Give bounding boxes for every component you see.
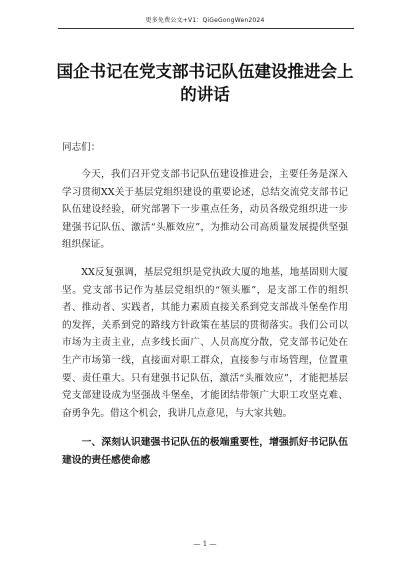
- paragraph-intro: 今天，我们召开党支部书记队伍建设推进会，主要任务是深入学习贯彻XX关于基层党组织建设的重要论述，总结交流党支部书记队伍建设经验，研究部署下一步重点任务，动员各级党组织进一步建强书记队伍、激活“头雁效应”，为推动公司高质量发展提供坚强组织保证。: [62, 169, 348, 251]
- paragraph-importance: XX反复强调，基层党组织是党执政大厦的地基，地基固则大厦坚。党支部书记作为基层党组织的“领头雁”，是支部工作的组织者、推动者、实践者，其能力素质直接关系到党支部战斗堡垒作用的发挥，关系到党的路线方针政策在基层的贯彻落实。我们公司以市场为主责主业，点多线长面广、人员高度分散，党支部书记处在生产市场第一线，直接面对职工群众，直接参与市场管理，位置重要、责任重大。只有建强书记队伍，激活“头雁效应”，才能把基层党支部建设成为坚强战斗堡垒，才能团结带领广大职工攻坚克难、奋勇争先。借这个机会，我讲几点意见，与大家共勉。: [62, 267, 348, 419]
- page-number: — 1 —: [193, 540, 217, 548]
- header-divider: [58, 28, 354, 29]
- section-heading-1: 一、深刻认识建强书记队伍的极端重要性，增强抓好书记队伍建设的责任感使命感: [62, 437, 348, 466]
- header-note: 更多免费公文+V1：QiGeGongWen2024: [145, 17, 265, 24]
- document-title: 国企书记在党支部书记队伍建设推进会上的讲话: [56, 62, 354, 104]
- salutation: 同志们：: [62, 142, 101, 153]
